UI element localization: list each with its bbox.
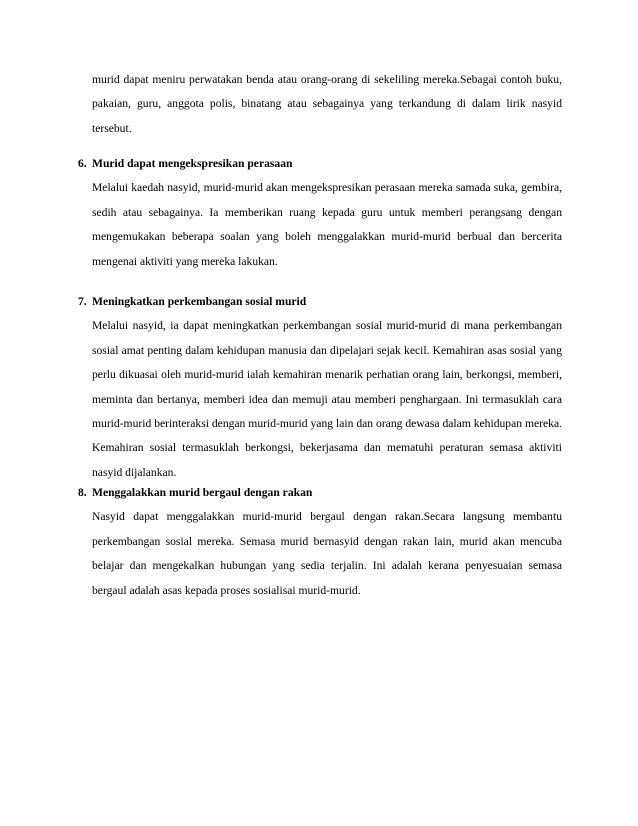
section-heading: Murid dapat mengekspresikan perasaan bbox=[92, 157, 293, 170]
list-item-8 bbox=[78, 481, 562, 603]
list-item-number: 8. bbox=[78, 486, 87, 499]
list-item-7 bbox=[78, 290, 562, 485]
list-item-number: 7. bbox=[78, 295, 87, 308]
section-paragraph: Melalui nasyid, ia dapat meningkatkan perkembangan sosial murid-murid di mana perkembangan sosial amat penting dalam kehidupan manusia dan dipelajari sejak kecil. Kemahiran asas sosial yang perlu dikuasai oleh murid-murid ialah kemahiran menarik perhatian orang lain, berkongsi, memberi, meminta dan bertanya, memberi idea dan memuji atau memberi penghargaan. Ini termasuklah cara murid-murid berinteraksi dengan murid-murid yang lain dan orang dewasa dalam kehidupan mereka. Kemahiran sosial termasuklah berkongsi, bekerjasama dan mematuhi peraturan semasa aktiviti nasyid dijalankan. bbox=[92, 319, 562, 479]
section-paragraph: Melalui kaedah nasyid, murid-murid akan mengekspresikan perasaan mereka samada suka, gembira, sedih atau sebagainya. Ia memberikan ruang kepada guru untuk memberi perangsang dengan mengemukakan beberapa soalan yang boleh menggalakkan murid-murid berbual dan bercerita mengenai aktiviti yang mereka lakukan. bbox=[92, 181, 562, 268]
list-item-number: 6. bbox=[78, 157, 87, 170]
section-heading: Meningkatkan perkembangan sosial murid bbox=[92, 295, 307, 308]
continuation-paragraph: murid dapat meniru perwatakan benda atau orang-orang di sekeliling mereka.Sebagai contoh buku, pakaian, guru, anggota polis, binatang atau sebagainya yang terkandung di dalam lirik nasyid tersebut. bbox=[92, 73, 562, 135]
section-paragraph: Nasyid dapat menggalakkan murid-murid bergaul dengan rakan.Secara langsung membantu perkembangan sosial mereka. Semasa murid bernasyid dengan rakan lain, murid akan mencuba belajar dan mengekalkan hubungan yang sedia terjalin. Ini adalah kerana penyesuaian semasa bergaul adalah asas kepada proses sosialisai murid-murid. bbox=[92, 510, 562, 597]
section-heading: Menggalakkan murid bergaul dengan rakan bbox=[92, 486, 313, 499]
list-item-6 bbox=[78, 152, 562, 274]
